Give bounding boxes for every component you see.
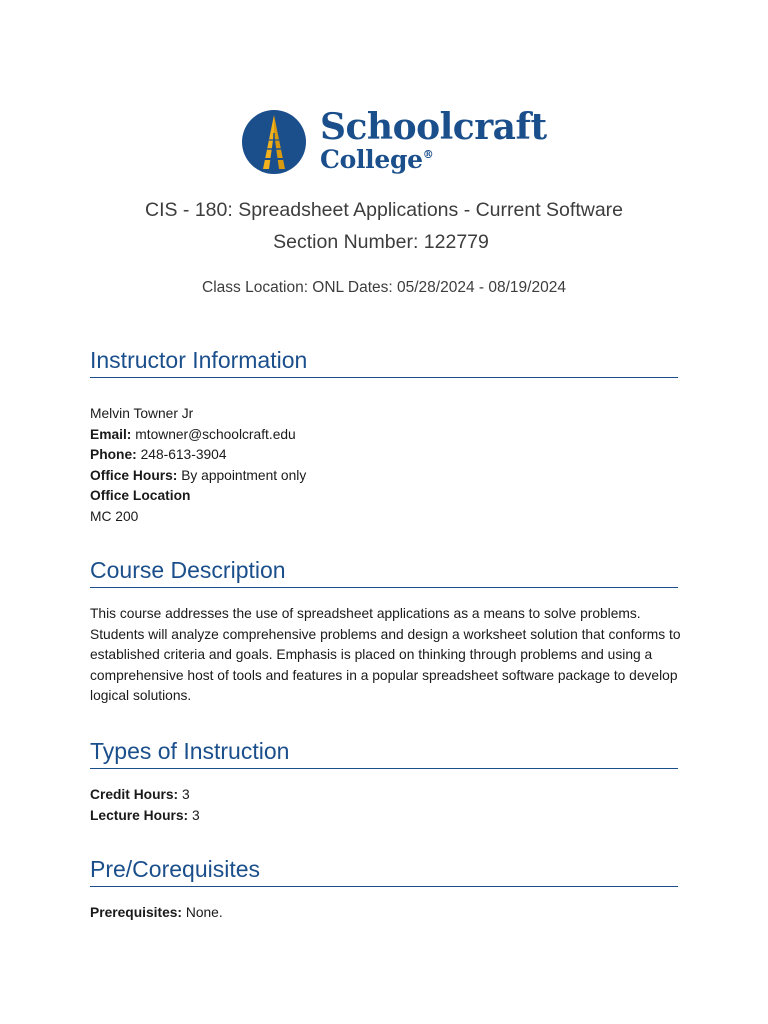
- office-hours-label: Office Hours:: [90, 467, 178, 483]
- credit-hours-label: Credit Hours:: [90, 787, 179, 802]
- instructor-info-block: [90, 404, 680, 528]
- instructor-name: Melvin Towner Jr: [90, 406, 194, 421]
- logo-wordmark-line1: Schoolcraft: [320, 106, 547, 148]
- prerequisites-row: [90, 903, 680, 924]
- section-number: Section Number: 122779: [273, 231, 489, 253]
- instructor-email-row: [90, 425, 680, 446]
- office-location-value: MC 200: [90, 508, 139, 524]
- credit-hours-value: 3: [178, 787, 190, 802]
- description-line: established criteria and goals. Emphasis is placed on thinking through problems and using a: [90, 647, 653, 663]
- email-label: Email:: [90, 426, 132, 442]
- course-description-text: [90, 604, 690, 707]
- description-line: logical solutions.: [90, 688, 192, 704]
- tower-emblem-icon: [241, 109, 307, 175]
- lecture-hours-label: Lecture Hours:: [90, 807, 189, 823]
- prerequisites-label: Prerequisites:: [90, 905, 183, 920]
- instructor-office-hours-row: [90, 466, 680, 487]
- logo-college-text: College: [320, 145, 423, 174]
- college-logo: [241, 106, 547, 178]
- prerequisites-block: [90, 903, 680, 924]
- credit-hours-row: [90, 785, 680, 806]
- lecture-hours-value: 3: [188, 807, 200, 823]
- phone-value: 248-613-3904: [136, 447, 227, 463]
- registered-mark: ®: [422, 148, 434, 161]
- instructor-phone-row: [90, 445, 680, 466]
- instruction-hours-block: [90, 785, 680, 826]
- course-title: CIS - 180: Spreadsheet Applications - Current Software: [145, 199, 623, 221]
- instructor-information-heading: Instructor Information: [90, 347, 678, 378]
- description-line: Students will analyze comprehensive problems and design a worksheet solution that conforms to: [90, 626, 681, 642]
- description-line: comprehensive host of tools and features in a popular spreadsheet software package to develop: [90, 667, 678, 683]
- course-description-heading: Course Description: [90, 557, 678, 588]
- prerequisites-value: None.: [182, 905, 223, 920]
- office-hours-value: By appointment only: [177, 467, 307, 483]
- phone-label: Phone:: [90, 447, 137, 463]
- prerequisites-heading: Pre/Corequisites: [90, 856, 678, 887]
- lecture-hours-row: [90, 806, 680, 827]
- office-location-label: [90, 486, 680, 507]
- logo-wordmark-line2: [320, 145, 433, 174]
- office-location-label-text: Office Location: [90, 488, 191, 504]
- class-location: Class Location: ONL Dates: 05/28/2024 - 08/19/2024: [202, 279, 566, 296]
- description-line: This course addresses the use of spreadsheet applications as a means to solve problems.: [90, 606, 641, 621]
- types-of-instruction-heading: Types of Instruction: [90, 738, 678, 769]
- email-value: mtowner@schoolcraft.edu: [131, 426, 296, 442]
